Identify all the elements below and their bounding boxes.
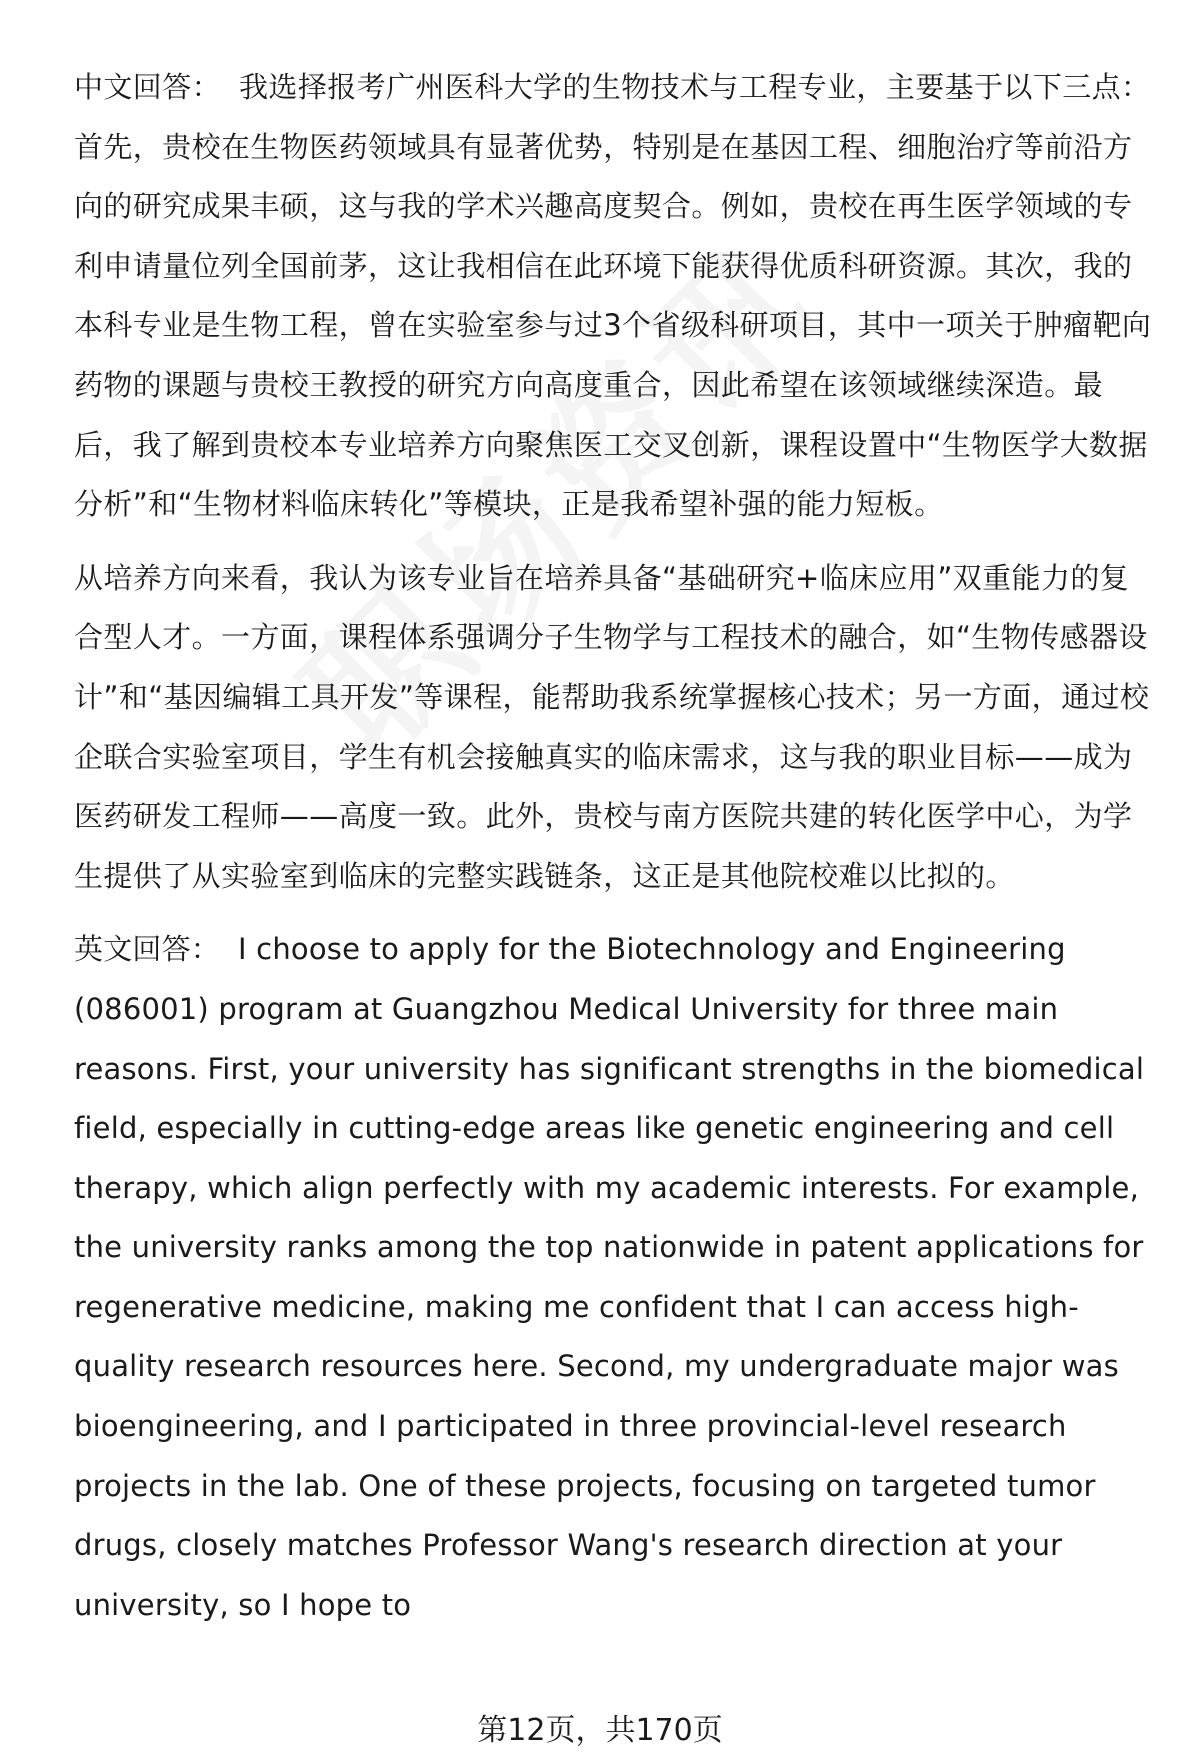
english-answer-paragraph [74, 920, 1158, 1635]
document-body [74, 58, 1158, 1635]
page-number-footer: 第12页，共170页 [477, 1713, 723, 1748]
chinese-answer-text: 我选择报考广州医科大学的生物技术与工程专业，主要基于以下三点：首先，贵校在生物医药领域具有显著优势，特别是在基因工程、细胞治疗等前沿方向的研究成果丰硕，这与我的学术兴趣高度契合。例如，贵校在再生医学领域的专利申请量位列全国前茅，这让我相信在此环境下能获得优质科研资源。其次，我的本科专业是生物工程，曾在实验室参与过3个省级科研项目，其中一项关于肿瘤靶向药物的课题与贵校王教授的研究方向高度重合，因此希望在该领域继续深造。最后，我了解到贵校本专业培养方向聚焦医工交叉创新，课程设置中“生物医学大数据分析”和“生物材料临床转化”等模块，正是我希望补强的能力短板。 [74, 70, 1152, 522]
training-direction-text: 从培养方向来看，我认为该专业旨在培养具备“基础研究+临床应用”双重能力的复合型人才。一方面，课程体系强调分子生物学与工程技术的融合，如“生物传感器设计”和“基因编辑工具开发”等课程，能帮助我系统掌握核心技术；另一方面，通过校企联合实验室项目，学生有机会接触真实的临床需求，这与我的职业目标——成为医药研发工程师——高度一致。此外，贵校与南方医院共建的转化医学中心，为学生提供了从实验室到临床的完整实践链条，这正是其他院校难以比拟的。 [74, 560, 1150, 893]
training-direction-paragraph [74, 549, 1158, 907]
english-answer-text: I choose to apply for the Biotechnology and Engineering (086001) program at Guangzhou Medical University for three main reasons. First, your university has significant strengths in the biomedical field, especially in cutting-edge areas like genetic engineering and cell therapy, which align perfectly with my academic interests. For example, the university ranks among the top nationwide in patent applications for regenerative medicine, making me confident that I can access high-quality research resources here. Second, my undergraduate major was bioengineering, and I participated in three provincial-level research projects in the lab. One of these projects, focusing on targeted tumor drugs, closely matches Professor Wang's research direction at your university, so I hope to [74, 932, 1145, 1622]
chinese-answer-label: 中文回答： [74, 70, 222, 104]
chinese-answer-paragraph [74, 58, 1158, 535]
english-answer-label: 英文回答： [74, 932, 221, 967]
